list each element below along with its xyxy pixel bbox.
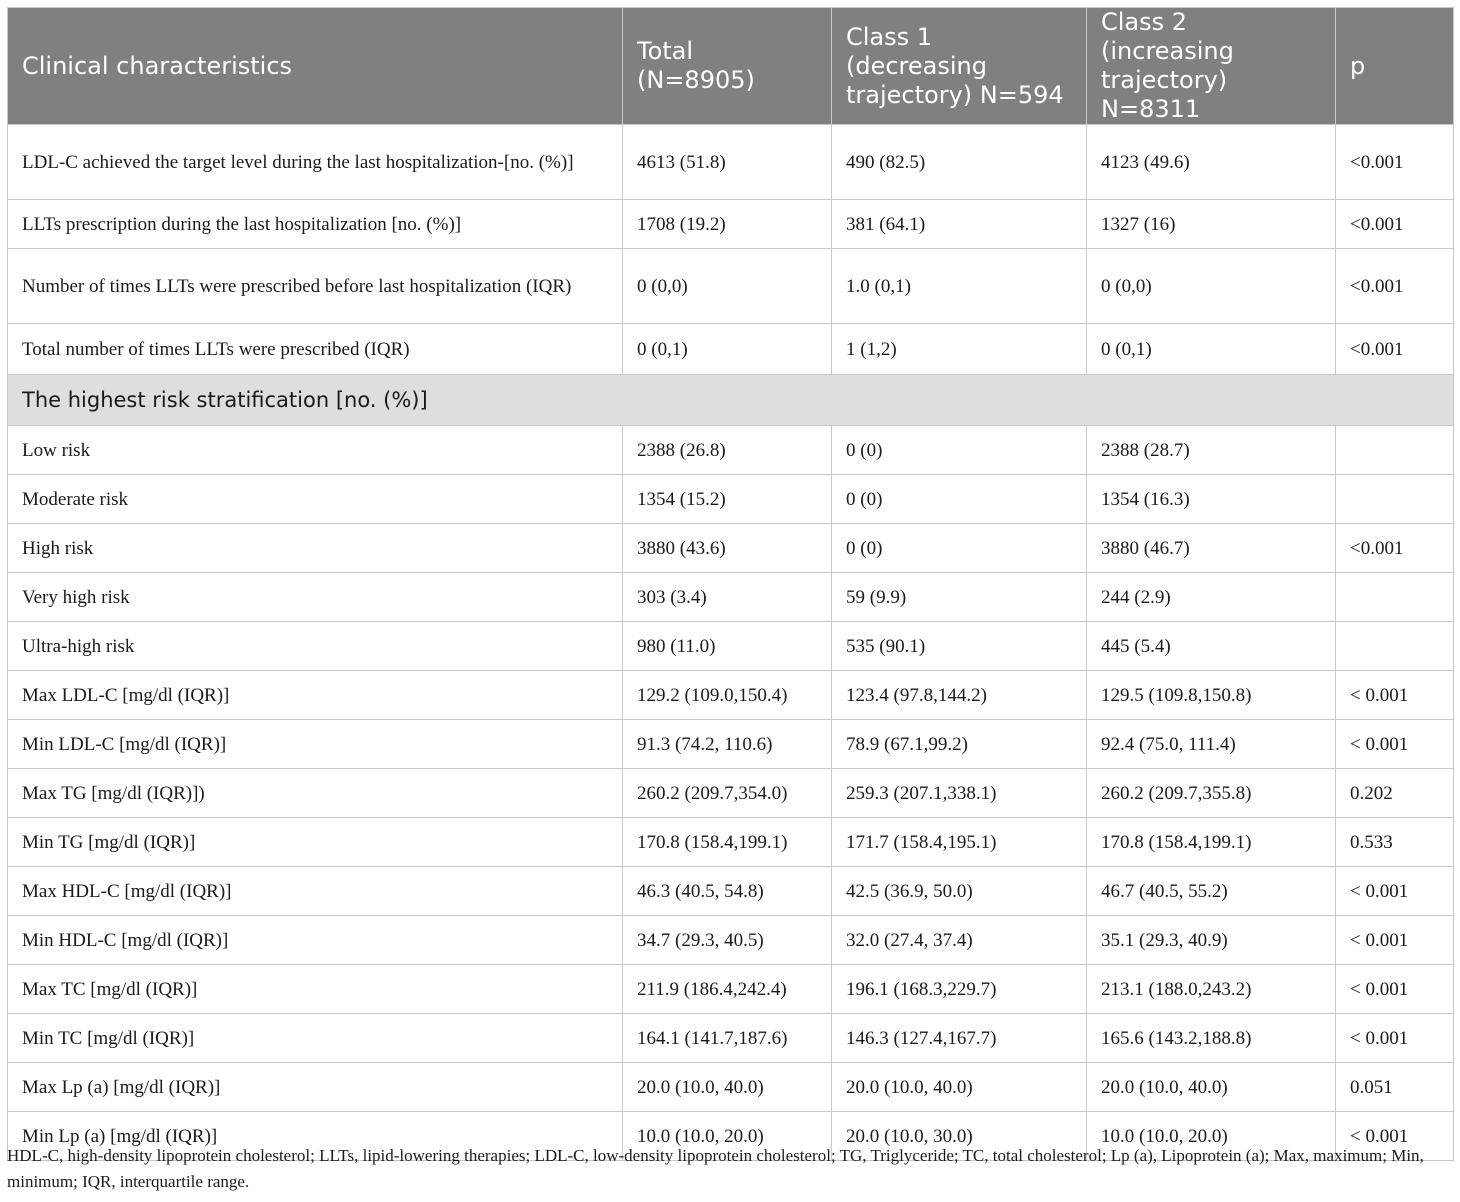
row-label: Max TC [mg/dl (IQR)] xyxy=(8,965,623,1014)
cell-total: 34.7 (29.3, 40.5) xyxy=(623,916,832,965)
cell-total: 164.1 (141.7,187.6) xyxy=(623,1014,832,1063)
row-label: Max HDL-C [mg/dl (IQR)] xyxy=(8,867,623,916)
cell-p: < 0.001 xyxy=(1336,867,1454,916)
cell-class1: 20.0 (10.0, 40.0) xyxy=(832,1063,1087,1112)
table-row xyxy=(8,818,1454,867)
row-label: Total number of times LLTs were prescribed (IQR) xyxy=(8,324,623,375)
table-row xyxy=(8,867,1454,916)
cell-class2: 1354 (16.3) xyxy=(1087,475,1336,524)
row-label: Min TC [mg/dl (IQR)] xyxy=(8,1014,623,1063)
row-label: Very high risk xyxy=(8,573,623,622)
table-row xyxy=(8,769,1454,818)
cell-class2: 445 (5.4) xyxy=(1087,622,1336,671)
cell-class1: 32.0 (27.4, 37.4) xyxy=(832,916,1087,965)
cell-p: < 0.001 xyxy=(1336,1014,1454,1063)
section-row xyxy=(8,375,1454,426)
cell-class1: 0 (0) xyxy=(832,475,1087,524)
row-label: Moderate risk xyxy=(8,475,623,524)
row-label: Ultra-high risk xyxy=(8,622,623,671)
table-row xyxy=(8,671,1454,720)
cell-class2: 35.1 (29.3, 40.9) xyxy=(1087,916,1336,965)
cell-class1: 490 (82.5) xyxy=(832,125,1087,200)
cell-total: 91.3 (74.2, 110.6) xyxy=(623,720,832,769)
cell-class2: 170.8 (158.4,199.1) xyxy=(1087,818,1336,867)
cell-class2: 46.7 (40.5, 55.2) xyxy=(1087,867,1336,916)
clinical-characteristics-table xyxy=(7,7,1454,1161)
cell-class1: 20.0 (10.0, 30.0) xyxy=(832,1112,1087,1161)
table-row xyxy=(8,573,1454,622)
cell-class2: 4123 (49.6) xyxy=(1087,125,1336,200)
cell-p: < 0.001 xyxy=(1336,965,1454,1014)
row-label: Number of times LLTs were prescribed before last hospitalization (IQR) xyxy=(8,249,623,324)
cell-p xyxy=(1336,426,1454,475)
cell-p: <0.001 xyxy=(1336,125,1454,200)
cell-total: 980 (11.0) xyxy=(623,622,832,671)
cell-total: 0 (0,0) xyxy=(623,249,832,324)
cell-p: < 0.001 xyxy=(1336,1112,1454,1161)
cell-class1: 1.0 (0,1) xyxy=(832,249,1087,324)
cell-class2: 260.2 (209.7,355.8) xyxy=(1087,769,1336,818)
cell-class1: 59 (9.9) xyxy=(832,573,1087,622)
cell-total: 46.3 (40.5, 54.8) xyxy=(623,867,832,916)
table-container xyxy=(7,7,1453,1161)
cell-p xyxy=(1336,573,1454,622)
table-row xyxy=(8,426,1454,475)
cell-class2: 2388 (28.7) xyxy=(1087,426,1336,475)
table-row xyxy=(8,622,1454,671)
cell-total: 260.2 (209.7,354.0) xyxy=(623,769,832,818)
cell-class1: 535 (90.1) xyxy=(832,622,1087,671)
row-label: LDL-C achieved the target level during the last hospitalization-[no. (%)] xyxy=(8,125,623,200)
table-row xyxy=(8,524,1454,573)
cell-class1: 0 (0) xyxy=(832,524,1087,573)
section-title: The highest risk stratification [no. (%)] xyxy=(8,375,1454,426)
cell-class2: 244 (2.9) xyxy=(1087,573,1336,622)
table-row xyxy=(8,125,1454,200)
row-label: Max LDL-C [mg/dl (IQR)] xyxy=(8,671,623,720)
cell-total: 303 (3.4) xyxy=(623,573,832,622)
table-row xyxy=(8,475,1454,524)
cell-class1: 123.4 (97.8,144.2) xyxy=(832,671,1087,720)
table-row xyxy=(8,324,1454,375)
cell-p: 0.202 xyxy=(1336,769,1454,818)
cell-total: 129.2 (109.0,150.4) xyxy=(623,671,832,720)
cell-class1: 381 (64.1) xyxy=(832,200,1087,249)
table-row xyxy=(8,200,1454,249)
header-clinical-characteristics: Clinical characteristics xyxy=(8,8,623,125)
row-label: Min Lp (a) [mg/dl (IQR)] xyxy=(8,1112,623,1161)
table-row xyxy=(8,916,1454,965)
cell-class2: 20.0 (10.0, 40.0) xyxy=(1087,1063,1336,1112)
row-label: Max TG [mg/dl (IQR)]) xyxy=(8,769,623,818)
table-row xyxy=(8,1014,1454,1063)
table-footnote: HDL-C, high-density lipoprotein cholesterol; LLTs, lipid-lowering therapies; LDL-C, low-density lipoprotein cholesterol; TG, Triglyceride; TC, total cholesterol; Lp (a), Lipoprotein (a); Max, maximum; Min, minimum; IQR, interquartile range. xyxy=(7,1146,1424,1191)
row-label: High risk xyxy=(8,524,623,573)
header-row xyxy=(8,8,1454,125)
cell-class2: 3880 (46.7) xyxy=(1087,524,1336,573)
cell-total: 211.9 (186.4,242.4) xyxy=(623,965,832,1014)
header-class2: Class 2 (increasing trajectory) N=8311 xyxy=(1087,8,1336,125)
row-label: Low risk xyxy=(8,426,623,475)
cell-total: 170.8 (158.4,199.1) xyxy=(623,818,832,867)
cell-p: < 0.001 xyxy=(1336,720,1454,769)
cell-total: 2388 (26.8) xyxy=(623,426,832,475)
cell-p: <0.001 xyxy=(1336,200,1454,249)
table-row xyxy=(8,1063,1454,1112)
row-label: Max Lp (a) [mg/dl (IQR)] xyxy=(8,1063,623,1112)
header-class1: Class 1 (decreasing trajectory) N=594 xyxy=(832,8,1087,125)
cell-class1: 171.7 (158.4,195.1) xyxy=(832,818,1087,867)
header-p: p xyxy=(1336,8,1454,125)
row-label: Min HDL-C [mg/dl (IQR)] xyxy=(8,916,623,965)
cell-class1: 146.3 (127.4,167.7) xyxy=(832,1014,1087,1063)
cell-total: 20.0 (10.0, 40.0) xyxy=(623,1063,832,1112)
cell-p: <0.001 xyxy=(1336,249,1454,324)
cell-class1: 259.3 (207.1,338.1) xyxy=(832,769,1087,818)
cell-total: 0 (0,1) xyxy=(623,324,832,375)
cell-p: 0.533 xyxy=(1336,818,1454,867)
cell-p: <0.001 xyxy=(1336,524,1454,573)
cell-class1: 0 (0) xyxy=(832,426,1087,475)
cell-class1: 42.5 (36.9, 50.0) xyxy=(832,867,1087,916)
cell-p: < 0.001 xyxy=(1336,671,1454,720)
cell-p xyxy=(1336,475,1454,524)
cell-class1: 78.9 (67.1,99.2) xyxy=(832,720,1087,769)
cell-class2: 0 (0,0) xyxy=(1087,249,1336,324)
row-label: Min LDL-C [mg/dl (IQR)] xyxy=(8,720,623,769)
cell-class1: 1 (1,2) xyxy=(832,324,1087,375)
cell-p xyxy=(1336,622,1454,671)
table-row xyxy=(8,965,1454,1014)
cell-total: 3880 (43.6) xyxy=(623,524,832,573)
cell-total: 10.0 (10.0, 20.0) xyxy=(623,1112,832,1161)
cell-p: <0.001 xyxy=(1336,324,1454,375)
row-label: LLTs prescription during the last hospitalization [no. (%)] xyxy=(8,200,623,249)
cell-class2: 10.0 (10.0, 20.0) xyxy=(1087,1112,1336,1161)
table-row xyxy=(8,249,1454,324)
cell-total: 4613 (51.8) xyxy=(623,125,832,200)
header-total: Total (N=8905) xyxy=(623,8,832,125)
cell-class2: 129.5 (109.8,150.8) xyxy=(1087,671,1336,720)
cell-class2: 165.6 (143.2,188.8) xyxy=(1087,1014,1336,1063)
table-row xyxy=(8,720,1454,769)
cell-class1: 196.1 (168.3,229.7) xyxy=(832,965,1087,1014)
cell-class2: 92.4 (75.0, 111.4) xyxy=(1087,720,1336,769)
cell-total: 1354 (15.2) xyxy=(623,475,832,524)
cell-p: 0.051 xyxy=(1336,1063,1454,1112)
cell-total: 1708 (19.2) xyxy=(623,200,832,249)
cell-class2: 1327 (16) xyxy=(1087,200,1336,249)
cell-class2: 213.1 (188.0,243.2) xyxy=(1087,965,1336,1014)
row-label: Min TG [mg/dl (IQR)] xyxy=(8,818,623,867)
cell-class2: 0 (0,1) xyxy=(1087,324,1336,375)
cell-p: < 0.001 xyxy=(1336,916,1454,965)
